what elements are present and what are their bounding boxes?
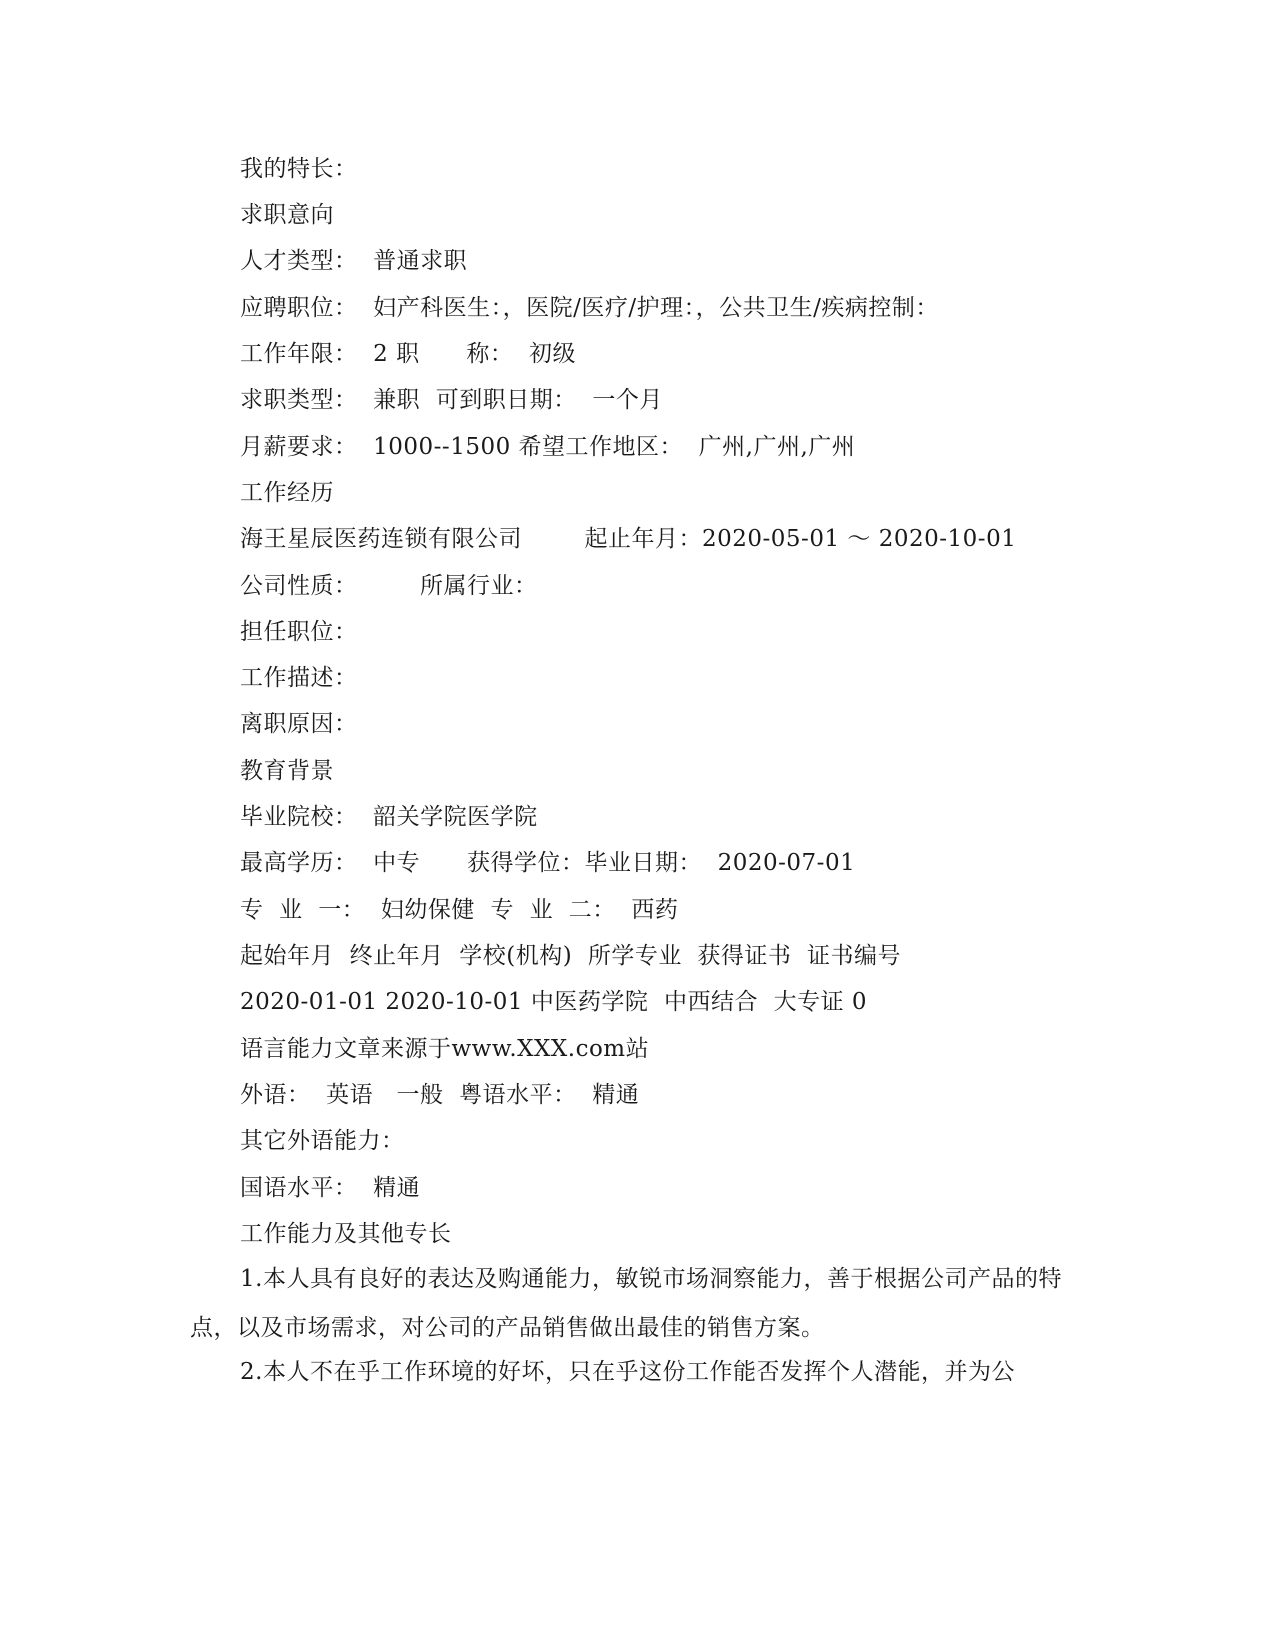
- section-heading-education: 教育背景: [240, 758, 334, 784]
- education-table-row: 2020-01-01 2020-10-01 中医药学院 中西结合 大专证 0: [240, 989, 868, 1015]
- ability-paragraph-2: 2.本人不在乎工作环境的好坏，只在乎这份工作能否发挥个人潜能，并为公: [240, 1359, 1015, 1385]
- talent-type-row: 人才类型： 普通求职: [240, 248, 468, 274]
- section-heading-abilities: 工作能力及其他专长: [240, 1221, 452, 1247]
- salary-row: 月薪要求： 1000--1500 希望工作地区： 广州,广州,广州: [240, 434, 856, 460]
- education-table-header: 起始年月 终止年月 学校(机构) 所学专业 获得证书 证书编号: [240, 943, 902, 969]
- section-heading-language: 语言能力文章来源于www.XXX.com站: [240, 1036, 650, 1062]
- position-held-row: 担任职位：: [240, 619, 358, 645]
- job-type-row: 求职类型： 兼职 可到职日期： 一个月: [240, 387, 663, 413]
- section-heading-work-experience: 工作经历: [240, 480, 334, 506]
- graduate-school-row: 毕业院校： 韶关学院医学院: [240, 804, 538, 830]
- work-years-row: 工作年限： 2 职 称： 初级: [240, 341, 577, 367]
- company-row: 海王星辰医药连锁有限公司 起止年月：2020-05-01 ～ 2020-10-01: [240, 526, 1017, 552]
- specialty-label: 我的特长：: [240, 156, 358, 182]
- ability-paragraph-1: 1.本人具有良好的表达及购通能力，敏锐市场洞察能力，善于根据公司产品的特点，以及市场需求，对公司的产品销售做出最佳的销售方案。: [190, 1266, 1062, 1341]
- company-nature-row: 公司性质： 所属行业：: [240, 573, 538, 599]
- applied-position-row: 应聘职位： 妇产科医生：，医院/医疗/护理：，公共卫生/疾病控制：: [240, 295, 939, 321]
- leaving-reason-row: 离职原因：: [240, 711, 358, 737]
- majors-row: 专 业 一： 妇幼保健 专 业 二： 西药: [240, 897, 679, 923]
- mandarin-level-row: 国语水平： 精通: [240, 1175, 421, 1201]
- foreign-language-row: 外语： 英语 一般 粤语水平： 精通: [240, 1082, 640, 1108]
- highest-degree-row: 最高学历： 中专 获得学位：毕业日期： 2020-07-01: [240, 850, 856, 876]
- job-description-row: 工作描述：: [240, 665, 358, 691]
- section-heading-job-intention: 求职意向: [240, 202, 334, 228]
- other-languages-row: 其它外语能力：: [240, 1128, 405, 1154]
